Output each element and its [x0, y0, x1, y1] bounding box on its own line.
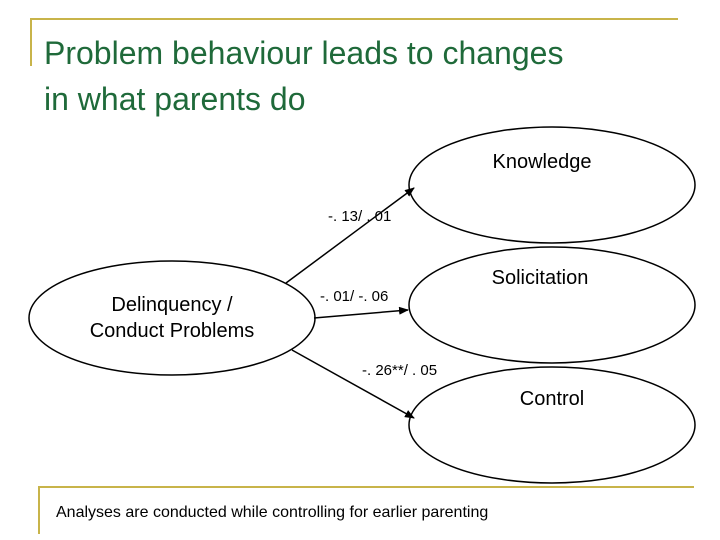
footnote: Analyses are conducted while controlling for earlier parenting — [56, 504, 489, 521]
control-node-ellipse — [409, 367, 695, 483]
knowledge-node-label: Knowledge — [492, 151, 592, 173]
control-path-coefficient: -. 26**/ . 05 — [362, 362, 438, 379]
solicitation-node-label: Solicitation — [491, 267, 589, 289]
control-node-label: Control — [519, 388, 585, 410]
delinquency-label-line-2: Conduct Problems — [89, 320, 255, 342]
title-line-1: Problem behaviour leads to changes — [44, 35, 564, 71]
delinquency-node-label — [72, 292, 272, 344]
control-path-arrow — [292, 350, 414, 418]
delinquency-label-line-1: Delinquency / — [111, 294, 233, 316]
title-line-2: in what parents do — [44, 81, 306, 117]
knowledge-path-coefficient: -. 13/ . 01 — [328, 208, 392, 225]
bottom-side-rule — [38, 486, 40, 534]
knowledge-node-ellipse — [409, 127, 695, 243]
solicitation-path-arrow — [314, 310, 408, 318]
knowledge-path-arrow — [286, 188, 414, 283]
bottom-rule — [38, 486, 694, 488]
solicitation-path-coefficient: -. 01/ -. 06 — [320, 288, 389, 305]
